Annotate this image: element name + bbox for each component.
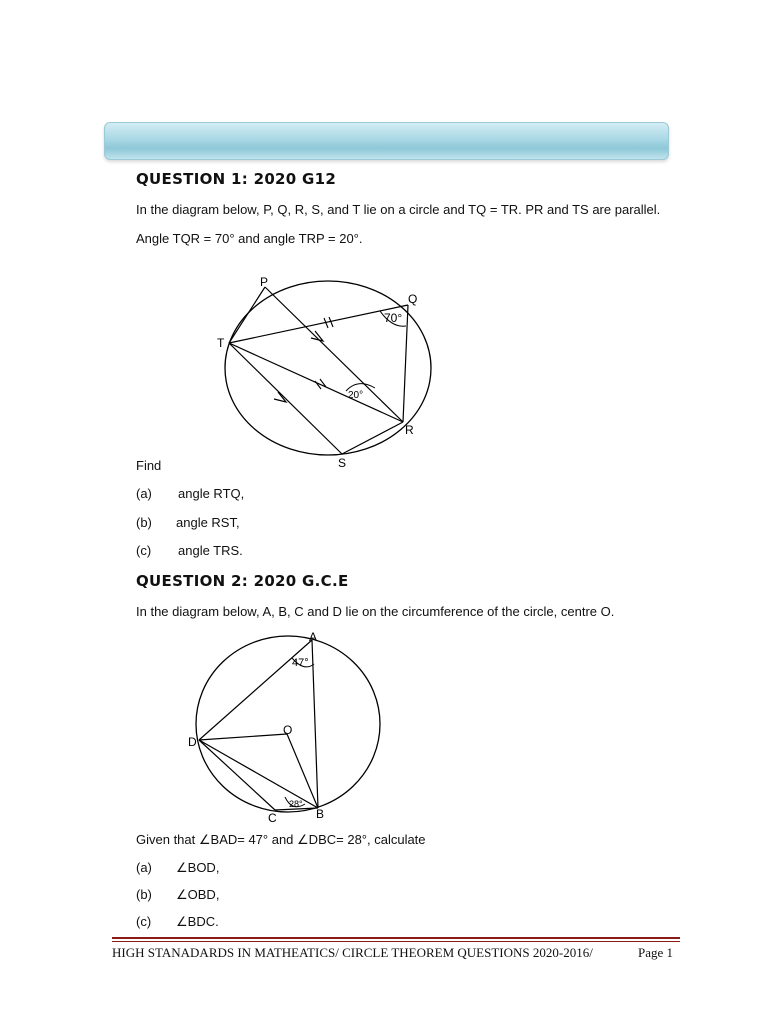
point-label-s: S: [338, 456, 347, 470]
question-2-given: Given that ∠BAD= 47° and ∠DBC= 28°, calculate: [136, 832, 426, 847]
point-label-r: R: [405, 423, 414, 437]
part-text: angle RST,: [176, 515, 240, 530]
chord-dc: [199, 740, 275, 810]
question-1-circle-diagram: [200, 268, 460, 468]
question-2-circle-diagram: [180, 628, 400, 828]
part-text: angle TRS.: [178, 543, 243, 558]
part-label: (c): [136, 543, 152, 558]
point-label-d: D: [188, 735, 197, 749]
question-1-part-a: [136, 486, 244, 501]
chord-ts: [229, 343, 342, 454]
point-label-p: P: [260, 275, 269, 289]
footer-title: HIGH STANADARDS IN MATHEATICS/ CIRCLE THEOREM QUESTIONS 2020-2016/: [112, 945, 593, 960]
part-label: (a): [136, 860, 152, 875]
footer-page-number: Page 1: [638, 945, 674, 960]
angle-label-a: 47°: [292, 657, 309, 669]
angle-label-q: 70°: [384, 311, 403, 325]
question-1-find: Find: [136, 458, 162, 473]
question-1-text-line-1: In the diagram below, P, Q, R, S, and T lie on a circle and TQ = TR. PR and TS are parallel.: [136, 202, 661, 217]
angle-label-b: 28°: [289, 799, 303, 809]
question-2-text-line-1: In the diagram below, A, B, C and D lie on the circumference of the circle, centre O.: [136, 604, 615, 619]
question-2-heading: QUESTION 2: 2020 G.C.E: [136, 572, 349, 590]
point-label-o: O: [283, 723, 293, 737]
part-text: ∠BOD,: [176, 860, 220, 875]
part-text: angle RTQ,: [178, 486, 245, 501]
part-label: (c): [136, 914, 152, 929]
chord-db: [199, 740, 318, 808]
part-text: ∠OBD,: [176, 887, 220, 902]
chord-sr: [342, 422, 403, 454]
point-label-a: A: [309, 630, 318, 644]
question-1-part-c: [136, 543, 243, 558]
angle-label-r: 20°: [348, 390, 364, 401]
part-label: (a): [136, 486, 152, 501]
question-1-text-line-2: Angle TQR = 70° and angle TRP = 20°.: [136, 231, 363, 246]
radius-od: [199, 734, 287, 740]
part-label: (b): [136, 515, 152, 530]
header-banner: [104, 122, 669, 160]
question-2-part-c: [136, 914, 219, 930]
point-label-b: B: [316, 807, 325, 821]
chord-tq: [229, 305, 408, 343]
chord-qr: [403, 305, 408, 422]
footer-rule-thin: [112, 941, 680, 942]
part-text: ∠BDC.: [176, 914, 219, 929]
question-1-part-b: [136, 515, 240, 530]
point-label-q: Q: [408, 292, 418, 306]
point-label-c: C: [268, 811, 277, 825]
parallel-arrow-pr: [311, 331, 323, 341]
question-2-part-b: [136, 887, 219, 903]
chord-ad: [199, 640, 312, 740]
point-label-t: T: [217, 336, 225, 350]
radius-ob: [287, 734, 318, 808]
question-1-heading: QUESTION 1: 2020 G12: [136, 170, 337, 188]
question-2-part-a: [136, 860, 219, 876]
footer-rule-thick: [112, 937, 680, 939]
part-label: (b): [136, 887, 152, 902]
chord-pt: [229, 287, 265, 343]
